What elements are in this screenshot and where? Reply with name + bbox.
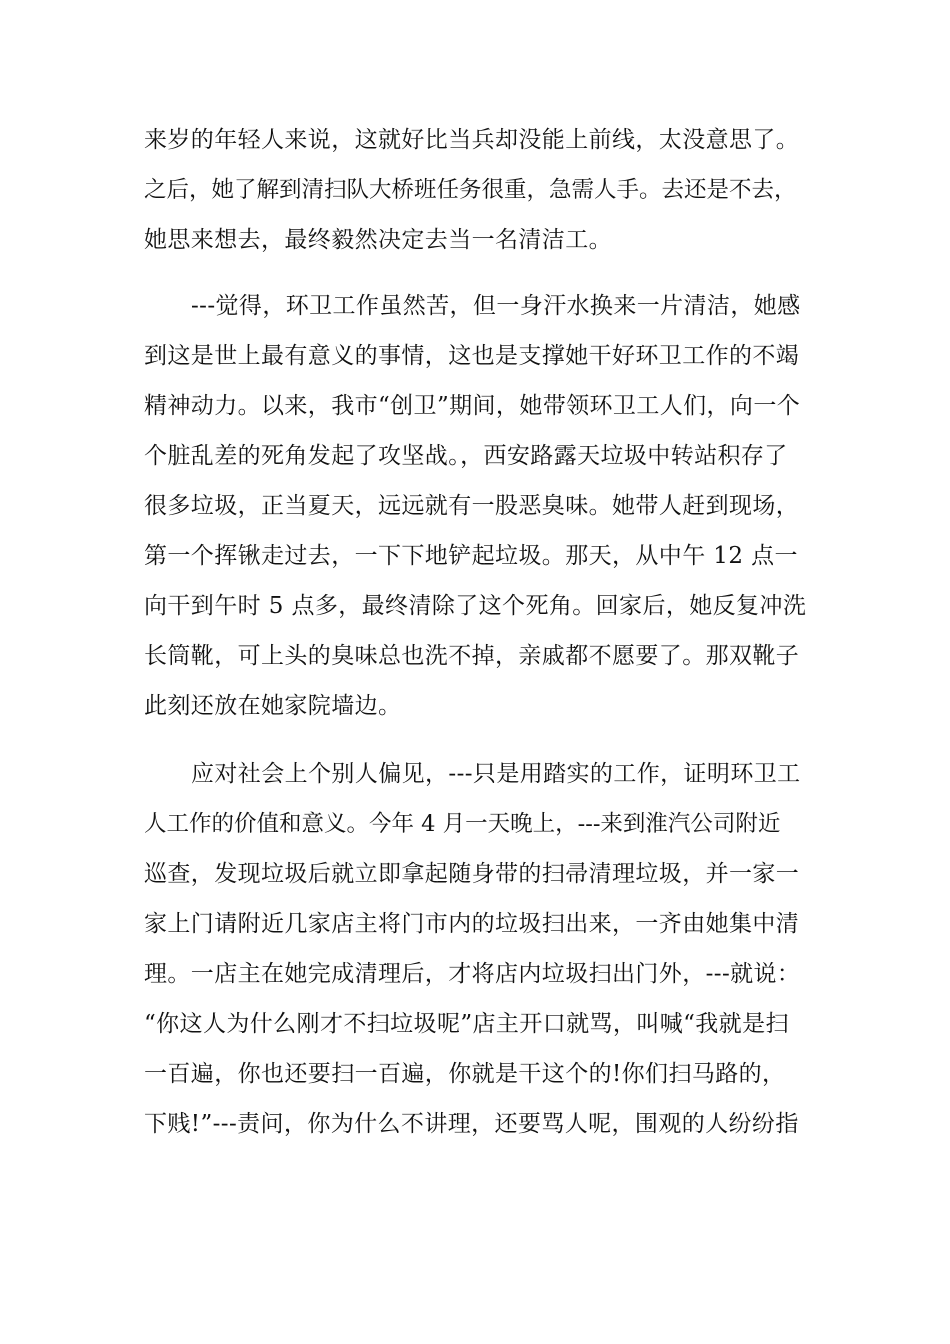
paragraph-3-line-7: 一百遍，你也还要扫一百遍，你就是干这个的!你们扫马路的， (144, 1061, 786, 1087)
document-body (144, 0, 824, 1200)
paragraph-2-line-3: 精神动力。以来，我市“创卫”期间，她带领环卫工人们，向一个 (144, 393, 801, 419)
paragraph-2-line-8: 长筒靴，可上头的臭味总也洗不掉，亲戚都不愿要了。那双靴子 (144, 643, 800, 669)
paragraph-1-line-3: 她思来想去，最终毅然决定去当一名清洁工。 (144, 227, 612, 253)
paragraph-3-line-6: “你这人为什么刚才不扫垃圾呢”店主开口就骂，叫喊“我就是扫 (144, 1011, 789, 1037)
paragraph-3-line-5: 理。一店主在她完成清理后，才将店内垃圾扫出门外，---就说： (144, 961, 801, 987)
paragraph-3-line-4: 家上门请附近几家店主将门市内的垃圾扫出来，一齐由她集中清 (144, 911, 800, 937)
paragraph-2-line-2: 到这是世上最有意义的事情，这也是支撑她干好环卫工作的不竭 (144, 343, 800, 369)
paragraph-2-line-6: 第一个挥锹走过去，一下下地铲起垃圾。那天，从中午 12 点一 (144, 543, 798, 569)
paragraph-1-line-1: 来岁的年轻人来说，这就好比当兵却没能上前线，太没意思了。 (144, 127, 800, 153)
paragraph-3-line-1: 应对社会上个别人偏见，---只是用踏实的工作，证明环卫工 (191, 761, 801, 787)
paragraph-2-line-4: 个脏乱差的死角发起了攻坚战。，西安路露天垃圾中转站积存了 (144, 443, 788, 469)
paragraph-3-line-2: 人工作的价值和意义。今年 4 月一天晚上，---来到淮汽公司附近 (144, 811, 781, 837)
paragraph-2-line-7: 向干到午时 5 点多，最终清除了这个死角。回家后，她反复冲洗 (144, 593, 807, 619)
paragraph-2-line-1: ---觉得，环卫工作虽然苦，但一身汗水换来一片清洁，她感 (191, 293, 801, 319)
paragraph-3-line-8: 下贱!”---责问，你为什么不讲理，还要骂人呢，围观的人纷纷指 (144, 1111, 799, 1137)
paragraph-1-line-2: 之后，她了解到清扫队大桥班任务很重，急需人手。去还是不去， (144, 177, 797, 203)
paragraph-2-line-5: 很多垃圾，正当夏天，远远就有一股恶臭味。她带人赶到现场， (144, 493, 800, 519)
paragraph-3-line-3: 巡查，发现垃圾后就立即拿起随身带的扫帚清理垃圾，并一家一 (144, 861, 800, 887)
paragraph-2-line-9: 此刻还放在她家院墙边。 (144, 693, 402, 719)
